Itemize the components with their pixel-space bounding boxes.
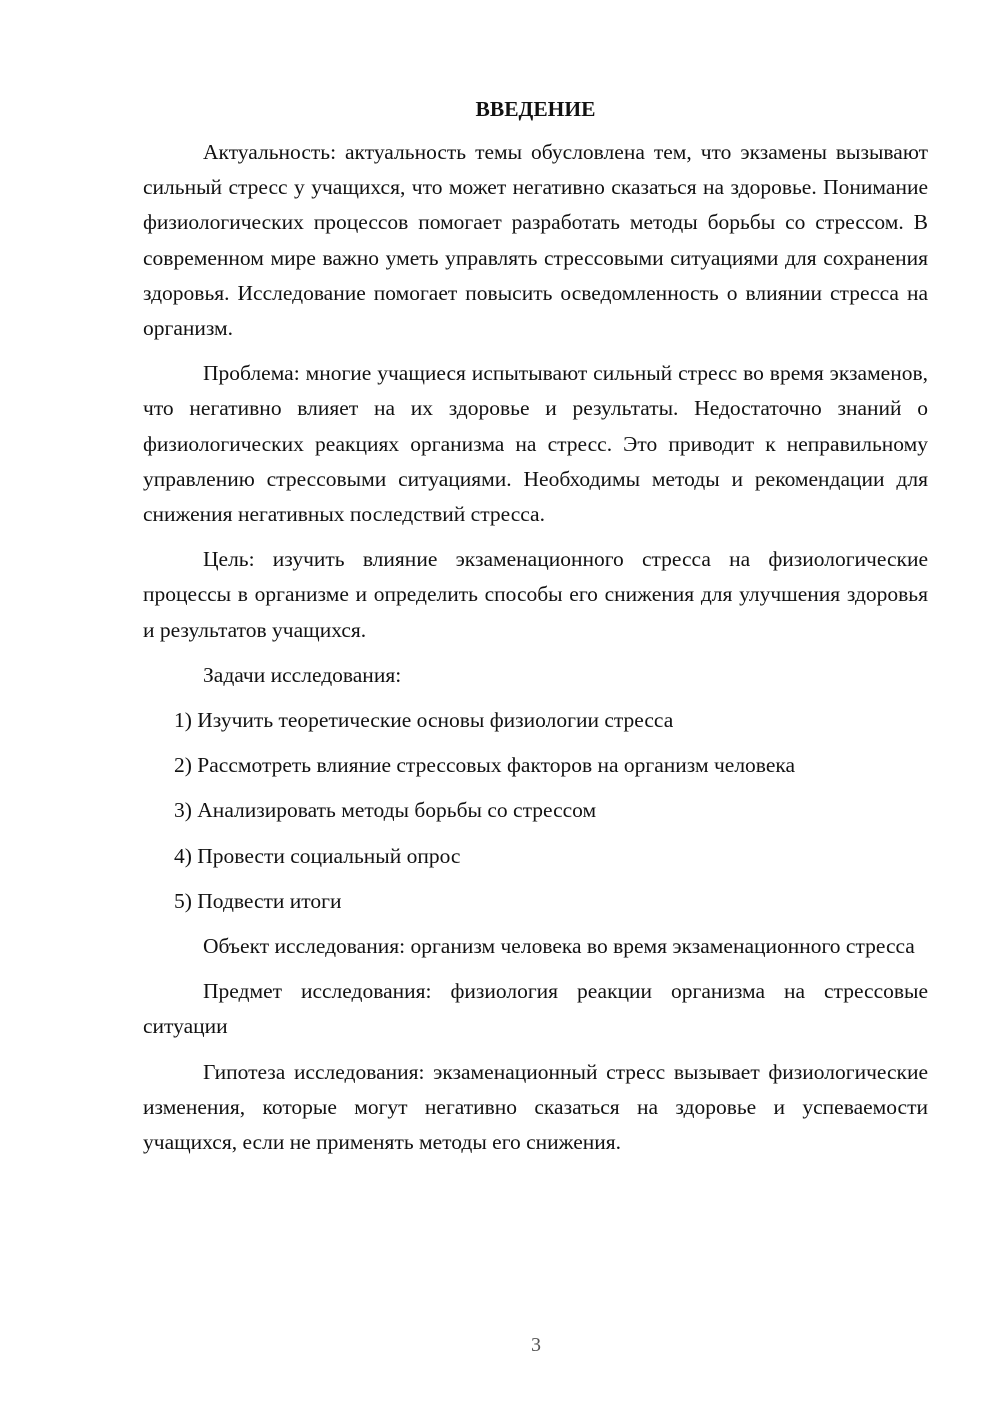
task-item-2: 2) Рассмотреть влияние стрессовых факторов на организм человека [174, 753, 796, 778]
relevance-paragraph: Актуальность: актуальность темы обусловлена тем, что экзамены вызывают сильный стресс у учащихся, что может негативно сказаться на здоровье. Понимание физиологических процессов помогает разработать методы борьбы со стрессом. В современном мире важно уметь управлять стрессовыми ситуациями для сохранения здоровья. Исследование помогает повысить осведомленность о влиянии стресса на организм. [143, 140, 928, 341]
document-page [143, 92, 928, 1170]
goal-paragraph: Цель: изучить влияние экзаменационного стресса на физиологические процессы в организме и определить способы его снижения для улучшения здоровья и результатов учащихся. [143, 547, 928, 642]
hypothesis-paragraph: Гипотеза исследования: экзаменационный стресс вызывает физиологические изменения, которые могут негативно сказаться на здоровье и успеваемости учащихся, если не применять методы его снижения. [143, 1059, 928, 1155]
task-item-4: 4) Провести социальный опрос [174, 843, 461, 868]
task-list [143, 703, 928, 919]
page-title: ВВЕДЕНИЕ [475, 97, 596, 121]
task-item-5: 5) Подвести итоги [174, 888, 342, 913]
page-number: 3 [531, 1334, 541, 1356]
problem-paragraph: Проблема: многие учащиеся испытывают сильный стресс во время экзаменов, что негативно влияет на их здоровье и результаты. Недостаточно знаний о физиологических реакциях организма на стресс. Это приводит к неправильному управлению стрессовыми ситуациями. Необходимы методы и рекомендации для снижения негативных последствий стресса. [143, 361, 928, 527]
object-paragraph: Объект исследования: организм человека во время экзаменационного стресса [203, 934, 915, 959]
tasks-heading: Задачи исследования: [203, 662, 402, 687]
task-item-1: 1) Изучить теоретические основы физиологии стресса [174, 708, 674, 733]
subject-paragraph: Предмет исследования: физиология реакции организма на стрессовые ситуации [143, 979, 928, 1039]
task-item-3: 3) Анализировать методы борьбы со стрессом [174, 798, 597, 823]
